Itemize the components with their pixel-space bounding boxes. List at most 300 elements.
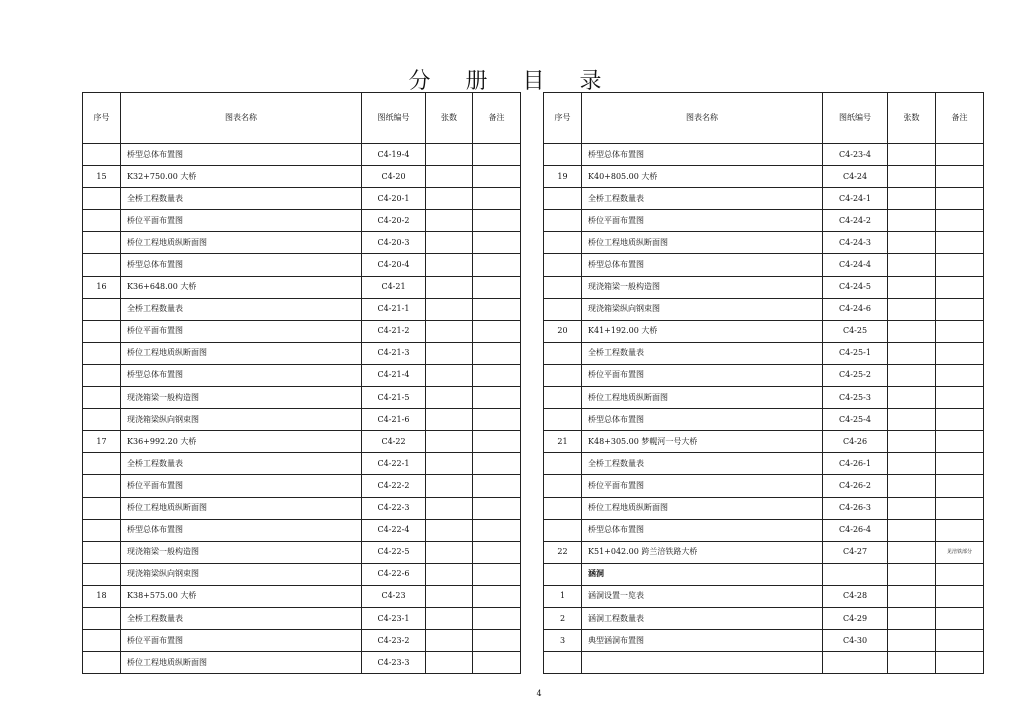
drawing-name-cell: 全桥工程数量表 [582, 342, 823, 364]
seq-cell [544, 188, 582, 210]
table-row [83, 585, 521, 607]
drawing-code-cell: C4-25 [823, 320, 888, 342]
table-row [544, 431, 984, 453]
sheet-count-cell [888, 541, 936, 563]
seq-cell: 17 [83, 431, 121, 453]
table-row [83, 188, 521, 210]
table-row [83, 519, 521, 541]
header-count: 张数 [426, 93, 473, 144]
seq-cell: 1 [544, 585, 582, 607]
drawing-name-cell: 桥型总体布置图 [121, 519, 362, 541]
seq-cell [83, 342, 121, 364]
note-cell [473, 144, 521, 166]
table-row [544, 364, 984, 386]
drawing-name-cell: 涵洞 [582, 563, 823, 585]
note-cell [473, 409, 521, 431]
note-cell [936, 254, 984, 276]
table-row [544, 232, 984, 254]
drawing-name-cell: 桥位工程地质纵断面图 [582, 232, 823, 254]
drawing-name-cell: 桥位工程地质纵断面图 [121, 652, 362, 674]
left-catalog-table [82, 92, 521, 674]
seq-cell [544, 364, 582, 386]
seq-cell [83, 320, 121, 342]
seq-cell: 22 [544, 541, 582, 563]
drawing-name-cell: 桥位平面布置图 [582, 475, 823, 497]
drawing-code-cell: C4-22 [362, 431, 426, 453]
drawing-code-cell: C4-20-4 [362, 254, 426, 276]
drawing-name-cell: 桥位平面布置图 [582, 210, 823, 232]
table-row [83, 144, 521, 166]
drawing-code-cell: C4-22-3 [362, 497, 426, 519]
drawing-code-cell: C4-24-5 [823, 276, 888, 298]
header-seq: 序号 [544, 93, 582, 144]
drawing-name-cell: 全桥工程数量表 [121, 607, 362, 629]
table-row [83, 607, 521, 629]
note-cell [473, 475, 521, 497]
drawing-name-cell: 桥位平面布置图 [121, 475, 362, 497]
drawing-code-cell: C4-23-1 [362, 607, 426, 629]
drawing-code-cell: C4-21-2 [362, 320, 426, 342]
sheet-count-cell [426, 585, 473, 607]
drawing-code-cell: C4-24-2 [823, 210, 888, 232]
seq-cell [544, 276, 582, 298]
note-cell [473, 541, 521, 563]
table-row [544, 387, 984, 409]
drawing-name-cell: K32+750.00 大桥 [121, 166, 362, 188]
drawing-name-cell: 桥型总体布置图 [582, 519, 823, 541]
sheet-count-cell [888, 519, 936, 541]
note-cell [473, 387, 521, 409]
table-row [544, 497, 984, 519]
table-row [83, 475, 521, 497]
header-seq: 序号 [83, 93, 121, 144]
seq-cell: 3 [544, 630, 582, 652]
sheet-count-cell [426, 652, 473, 674]
drawing-code-cell: C4-25-4 [823, 409, 888, 431]
drawing-name-cell: 现浇箱梁纵向钢束图 [121, 409, 362, 431]
sheet-count-cell [888, 210, 936, 232]
note-cell [473, 276, 521, 298]
drawing-name-cell: K40+805.00 大桥 [582, 166, 823, 188]
sheet-count-cell [426, 409, 473, 431]
drawing-name-cell: 桥位工程地质纵断面图 [582, 387, 823, 409]
table-header-row [544, 93, 984, 144]
drawing-name-cell: 全桥工程数量表 [121, 188, 362, 210]
note-cell [473, 320, 521, 342]
drawing-code-cell: C4-23-3 [362, 652, 426, 674]
sheet-count-cell [888, 298, 936, 320]
sheet-count-cell [888, 453, 936, 475]
note-cell [473, 585, 521, 607]
drawing-name-cell: 桥型总体布置图 [582, 144, 823, 166]
seq-cell [544, 210, 582, 232]
note-cell [936, 232, 984, 254]
note-cell [936, 563, 984, 585]
sheet-count-cell [888, 630, 936, 652]
drawing-name-cell: 现浇箱梁纵向钢束图 [121, 563, 362, 585]
table-row [544, 607, 984, 629]
table-row [544, 320, 984, 342]
drawing-name-cell: K51+042.00 跨兰涪铁路大桥 [582, 541, 823, 563]
sheet-count-cell [426, 541, 473, 563]
sheet-count-cell [426, 298, 473, 320]
sheet-count-cell [426, 431, 473, 453]
note-cell [936, 475, 984, 497]
sheet-count-cell [426, 232, 473, 254]
seq-cell [544, 475, 582, 497]
table-row [544, 210, 984, 232]
seq-cell [83, 232, 121, 254]
seq-cell [544, 652, 582, 674]
table-row [544, 563, 984, 585]
seq-cell [83, 188, 121, 210]
drawing-code-cell: C4-20-2 [362, 210, 426, 232]
drawing-code-cell: C4-26 [823, 431, 888, 453]
sheet-count-cell [888, 431, 936, 453]
note-cell [936, 652, 984, 674]
header-code: 图纸编号 [362, 93, 426, 144]
seq-cell [83, 541, 121, 563]
drawing-name-cell: 桥位工程地质纵断面图 [121, 232, 362, 254]
seq-cell [544, 563, 582, 585]
seq-cell: 2 [544, 607, 582, 629]
sheet-count-cell [888, 475, 936, 497]
drawing-name-cell: 现浇箱梁一般构造图 [121, 387, 362, 409]
seq-cell [544, 144, 582, 166]
sheet-count-cell [426, 563, 473, 585]
seq-cell [544, 298, 582, 320]
seq-cell: 15 [83, 166, 121, 188]
drawing-name-cell: 全桥工程数量表 [121, 453, 362, 475]
sheet-count-cell [426, 144, 473, 166]
note-cell [473, 254, 521, 276]
sheet-count-cell [888, 364, 936, 386]
seq-cell [83, 254, 121, 276]
drawing-code-cell: C4-26-1 [823, 453, 888, 475]
seq-cell [83, 210, 121, 232]
note-cell [473, 453, 521, 475]
table-row [83, 453, 521, 475]
sheet-count-cell [426, 630, 473, 652]
table-row [83, 342, 521, 364]
note-cell [936, 144, 984, 166]
note-cell [936, 276, 984, 298]
seq-cell [544, 519, 582, 541]
note-cell [936, 166, 984, 188]
drawing-code-cell: C4-22-6 [362, 563, 426, 585]
seq-cell [83, 364, 121, 386]
seq-cell [83, 144, 121, 166]
seq-cell: 21 [544, 431, 582, 453]
note-cell [936, 387, 984, 409]
table-row [544, 409, 984, 431]
seq-cell [544, 342, 582, 364]
drawing-name-cell: 桥型总体布置图 [582, 254, 823, 276]
drawing-name-cell [582, 652, 823, 674]
table-row [83, 364, 521, 386]
table-row [83, 409, 521, 431]
note-cell [473, 497, 521, 519]
note-cell [473, 519, 521, 541]
sheet-count-cell [426, 166, 473, 188]
seq-cell [544, 453, 582, 475]
note-cell [936, 298, 984, 320]
drawing-code-cell: C4-23-4 [823, 144, 888, 166]
right-table-body [544, 144, 984, 674]
sheet-count-cell [426, 342, 473, 364]
sheet-count-cell [888, 409, 936, 431]
table-row [544, 342, 984, 364]
table-row [83, 630, 521, 652]
seq-cell [83, 563, 121, 585]
drawing-name-cell: 全桥工程数量表 [121, 298, 362, 320]
sheet-count-cell [426, 276, 473, 298]
drawing-code-cell: C4-21-4 [362, 364, 426, 386]
drawing-code-cell: C4-23 [362, 585, 426, 607]
note-cell [473, 342, 521, 364]
sheet-count-cell [888, 652, 936, 674]
note-cell [473, 607, 521, 629]
drawing-code-cell: C4-22-2 [362, 475, 426, 497]
note-cell [936, 409, 984, 431]
table-row [83, 387, 521, 409]
seq-cell [83, 298, 121, 320]
table-row [83, 166, 521, 188]
table-row [83, 232, 521, 254]
drawing-code-cell: C4-24 [823, 166, 888, 188]
note-cell [936, 364, 984, 386]
page-title: 分 册 目 录 [408, 69, 616, 94]
header-name: 图表名称 [121, 93, 362, 144]
sheet-count-cell [426, 364, 473, 386]
sheet-count-cell [888, 232, 936, 254]
drawing-name-cell: K36+648.00 大桥 [121, 276, 362, 298]
drawing-code-cell: C4-22-5 [362, 541, 426, 563]
note-cell [936, 188, 984, 210]
drawing-code-cell: C4-23-2 [362, 630, 426, 652]
drawing-code-cell: C4-25-2 [823, 364, 888, 386]
drawing-code-cell: C4-25-1 [823, 342, 888, 364]
sheet-count-cell [426, 210, 473, 232]
seq-cell [83, 519, 121, 541]
sheet-count-cell [888, 387, 936, 409]
table-row [544, 630, 984, 652]
sheet-count-cell [888, 144, 936, 166]
left-table-body [83, 144, 521, 674]
drawing-code-cell: C4-26-3 [823, 497, 888, 519]
sheet-count-cell [426, 475, 473, 497]
sheet-count-cell [888, 166, 936, 188]
drawing-code-cell: C4-26-4 [823, 519, 888, 541]
sheet-count-cell [888, 585, 936, 607]
drawing-name-cell: 涵洞设置一览表 [582, 585, 823, 607]
sheet-count-cell [426, 320, 473, 342]
drawing-name-cell: 桥型总体布置图 [121, 144, 362, 166]
drawing-code-cell: C4-21-6 [362, 409, 426, 431]
sheet-count-cell [426, 607, 473, 629]
drawing-name-cell: 桥型总体布置图 [121, 254, 362, 276]
note-cell [473, 364, 521, 386]
note-cell [936, 320, 984, 342]
seq-cell: 20 [544, 320, 582, 342]
table-row [544, 298, 984, 320]
drawing-name-cell: 全桥工程数量表 [582, 453, 823, 475]
seq-cell [544, 254, 582, 276]
note-cell [473, 188, 521, 210]
table-row [544, 652, 984, 674]
seq-cell: 18 [83, 585, 121, 607]
drawing-name-cell: 典型涵洞布置图 [582, 630, 823, 652]
drawing-name-cell: 现浇箱梁一般构造图 [121, 541, 362, 563]
seq-cell [83, 475, 121, 497]
table-row [544, 144, 984, 166]
drawing-name-cell: 桥位工程地质纵断面图 [121, 497, 362, 519]
header-name: 图表名称 [582, 93, 823, 144]
header-code: 图纸编号 [823, 93, 888, 144]
drawing-name-cell: K36+992.20 大桥 [121, 431, 362, 453]
sheet-count-cell [426, 519, 473, 541]
sheet-count-cell [426, 387, 473, 409]
page-number: 4 [536, 689, 542, 698]
table-row [544, 585, 984, 607]
note-cell [936, 210, 984, 232]
sheet-count-cell [888, 320, 936, 342]
note-cell [473, 232, 521, 254]
drawing-name-cell: 现浇箱梁一般构造图 [582, 276, 823, 298]
table-row [83, 276, 521, 298]
drawing-code-cell: C4-20 [362, 166, 426, 188]
header-note: 备注 [473, 93, 521, 144]
drawing-code-cell: C4-24-3 [823, 232, 888, 254]
drawing-name-cell: K38+575.00 大桥 [121, 585, 362, 607]
sheet-count-cell [888, 342, 936, 364]
drawing-code-cell: C4-21-1 [362, 298, 426, 320]
table-row [83, 298, 521, 320]
drawing-code-cell: C4-24-1 [823, 188, 888, 210]
table-row [544, 519, 984, 541]
table-row [544, 453, 984, 475]
drawing-code-cell: C4-22-1 [362, 453, 426, 475]
sheet-count-cell [888, 254, 936, 276]
drawing-name-cell: 桥位工程地质纵断面图 [582, 497, 823, 519]
table-row [83, 497, 521, 519]
seq-cell [544, 387, 582, 409]
table-row [83, 563, 521, 585]
drawing-code-cell: C4-27 [823, 541, 888, 563]
drawing-code-cell: C4-28 [823, 585, 888, 607]
note-cell [936, 497, 984, 519]
sheet-count-cell [888, 497, 936, 519]
drawing-name-cell: 桥位平面布置图 [121, 630, 362, 652]
table-row [83, 320, 521, 342]
note-cell [473, 630, 521, 652]
header-count: 张数 [888, 93, 936, 144]
drawing-code-cell: C4-22-4 [362, 519, 426, 541]
drawing-code-cell [823, 563, 888, 585]
drawing-code-cell: C4-21-5 [362, 387, 426, 409]
drawing-code-cell: C4-20-1 [362, 188, 426, 210]
sheet-count-cell [426, 254, 473, 276]
drawing-name-cell: 全桥工程数量表 [582, 188, 823, 210]
table-row [544, 475, 984, 497]
table-header-row [83, 93, 521, 144]
note-cell [936, 453, 984, 475]
sheet-count-cell [426, 453, 473, 475]
table-row [83, 652, 521, 674]
sheet-count-cell [426, 188, 473, 210]
table-row [83, 254, 521, 276]
table-row [544, 166, 984, 188]
seq-cell: 19 [544, 166, 582, 188]
table-row [83, 541, 521, 563]
note-cell [473, 563, 521, 585]
drawing-code-cell: C4-24-4 [823, 254, 888, 276]
table-row [544, 254, 984, 276]
sheet-count-cell [888, 563, 936, 585]
drawing-name-cell: 现浇箱梁纵向钢束图 [582, 298, 823, 320]
sheet-count-cell [426, 497, 473, 519]
drawing-code-cell [823, 652, 888, 674]
note-cell [473, 298, 521, 320]
seq-cell [83, 607, 121, 629]
drawing-code-cell: C4-30 [823, 630, 888, 652]
note-cell [936, 519, 984, 541]
sheet-count-cell [888, 276, 936, 298]
table-row [544, 276, 984, 298]
note-cell [473, 210, 521, 232]
sheet-count-cell [888, 188, 936, 210]
table-row [544, 541, 984, 563]
note-cell [936, 342, 984, 364]
seq-cell [83, 387, 121, 409]
drawing-code-cell: C4-19-4 [362, 144, 426, 166]
seq-cell [83, 652, 121, 674]
note-cell [936, 630, 984, 652]
header-note: 备注 [936, 93, 984, 144]
seq-cell [83, 630, 121, 652]
seq-cell: 16 [83, 276, 121, 298]
note-cell [936, 431, 984, 453]
drawing-code-cell: C4-20-3 [362, 232, 426, 254]
note-cell [473, 652, 521, 674]
drawing-name-cell: 桥位工程地质纵断面图 [121, 342, 362, 364]
drawing-name-cell: 涵洞工程数量表 [582, 607, 823, 629]
seq-cell [83, 453, 121, 475]
table-row [83, 210, 521, 232]
drawing-name-cell: K48+305.00 梦幌河一号大桥 [582, 431, 823, 453]
drawing-code-cell: C4-25-3 [823, 387, 888, 409]
note-cell [936, 607, 984, 629]
drawing-name-cell: 桥位平面布置图 [121, 320, 362, 342]
note-cell [473, 166, 521, 188]
seq-cell [83, 497, 121, 519]
table-row [83, 431, 521, 453]
sheet-count-cell [888, 607, 936, 629]
seq-cell [83, 409, 121, 431]
right-catalog-table [543, 92, 984, 674]
drawing-code-cell: C4-21 [362, 276, 426, 298]
drawing-name-cell: 桥位平面布置图 [121, 210, 362, 232]
seq-cell [544, 409, 582, 431]
drawing-name-cell: 桥位平面布置图 [582, 364, 823, 386]
drawing-code-cell: C4-24-6 [823, 298, 888, 320]
drawing-code-cell: C4-21-3 [362, 342, 426, 364]
note-cell [936, 585, 984, 607]
seq-cell [544, 497, 582, 519]
drawing-code-cell: C4-26-2 [823, 475, 888, 497]
note-cell: 见涪铁部分 [936, 541, 984, 563]
seq-cell [544, 232, 582, 254]
